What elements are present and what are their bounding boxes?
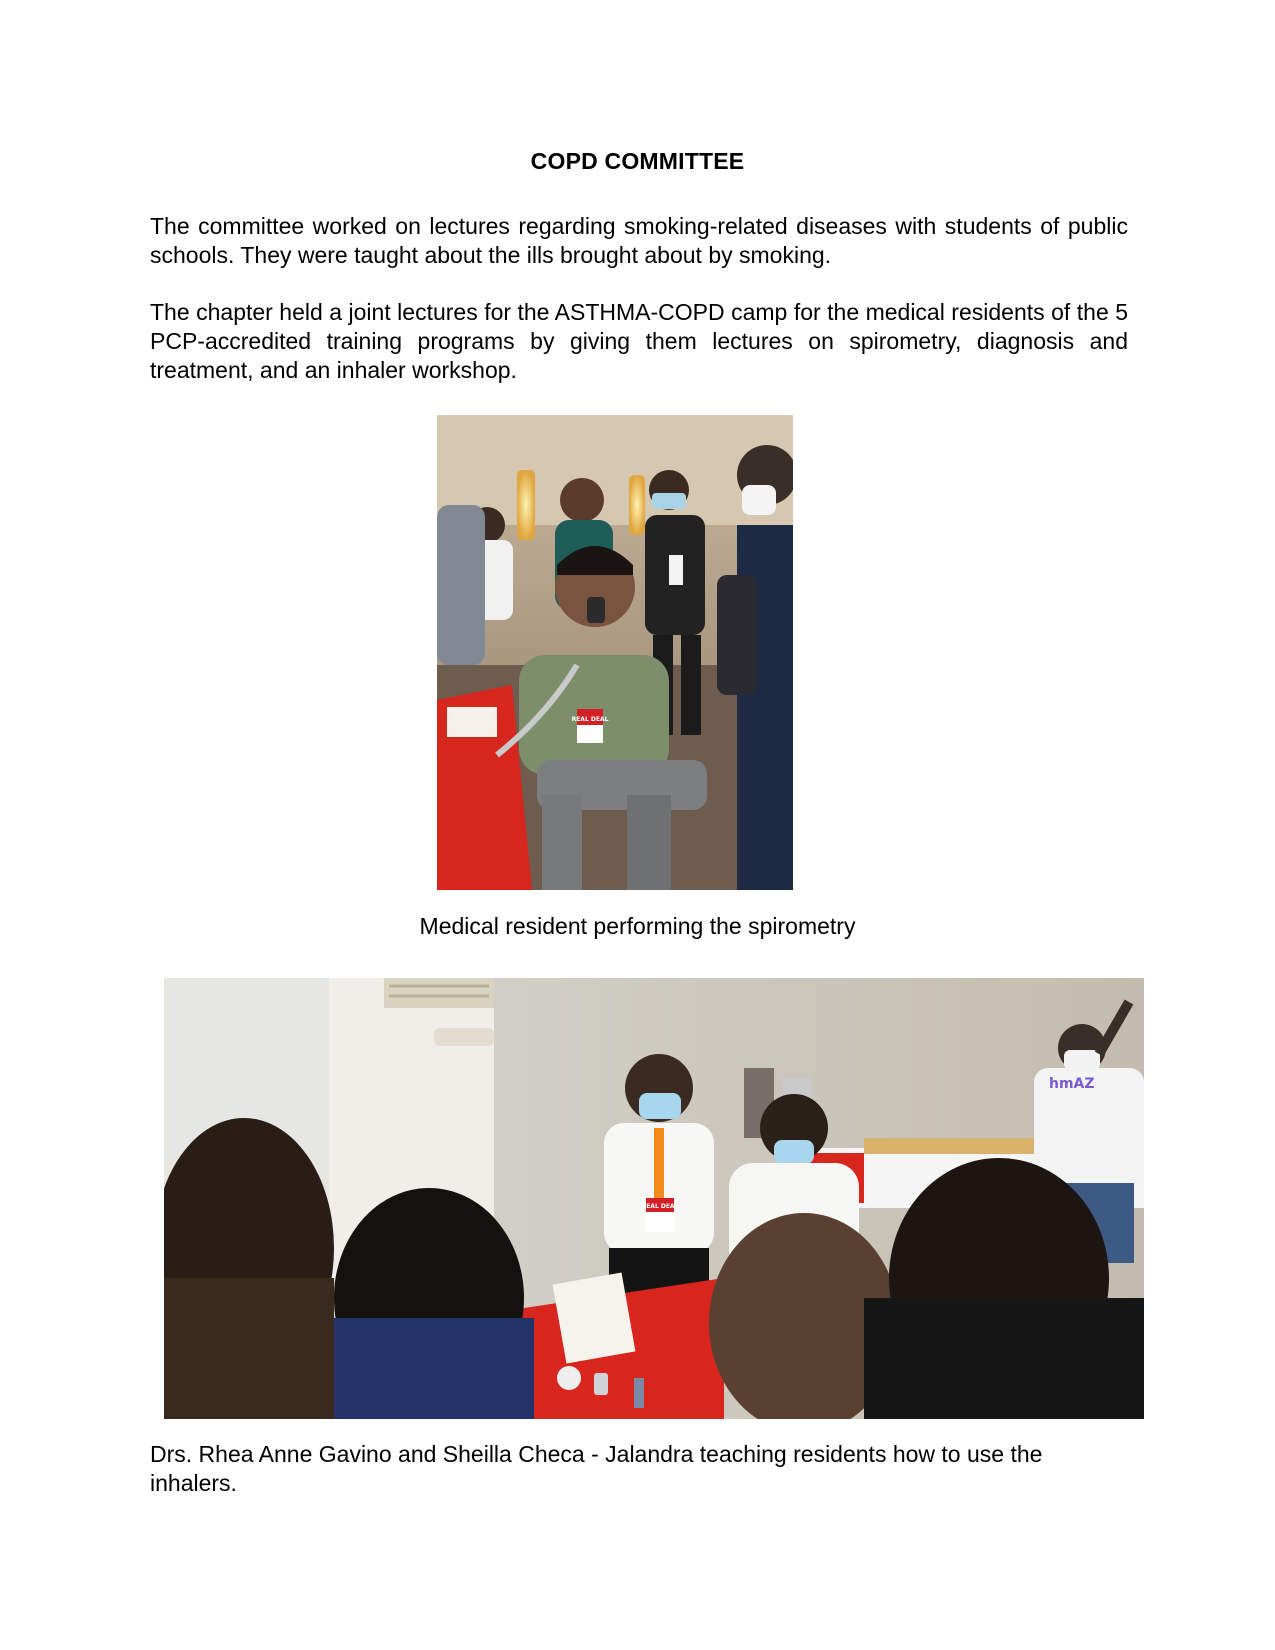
inhaler-workshop-photo bbox=[164, 978, 1144, 1419]
spirometry-photo bbox=[437, 415, 793, 890]
page-title: COPD COMMITTEE bbox=[530, 148, 745, 174]
figure-caption-inhaler-workshop: Drs. Rhea Anne Gavino and Sheilla Checa - Jalandra teaching residents how to use the inhalers. bbox=[150, 1441, 1043, 1496]
lecturer-badge-text: REAL DEAL bbox=[641, 1203, 679, 1210]
paragraph-lectures: The committee worked on lectures regarding smoking-related diseases with students of public schools. They were taught about the ills brought about by smoking. bbox=[150, 213, 1128, 268]
shirt-logo-text: hmAZ bbox=[1049, 1076, 1095, 1092]
paragraph-camp: The chapter held a joint lectures for the ASTHMA-COPD camp for the medical residents of the 5 PCP-accredited training programs by giving them lectures on spirometry, diagnosis and treatment, and an inhaler workshop. bbox=[150, 299, 1128, 383]
lanyard-badge-text: REAL DEAL bbox=[571, 716, 609, 723]
figure-caption-spirometry: Medical resident performing the spirometry bbox=[419, 913, 856, 939]
